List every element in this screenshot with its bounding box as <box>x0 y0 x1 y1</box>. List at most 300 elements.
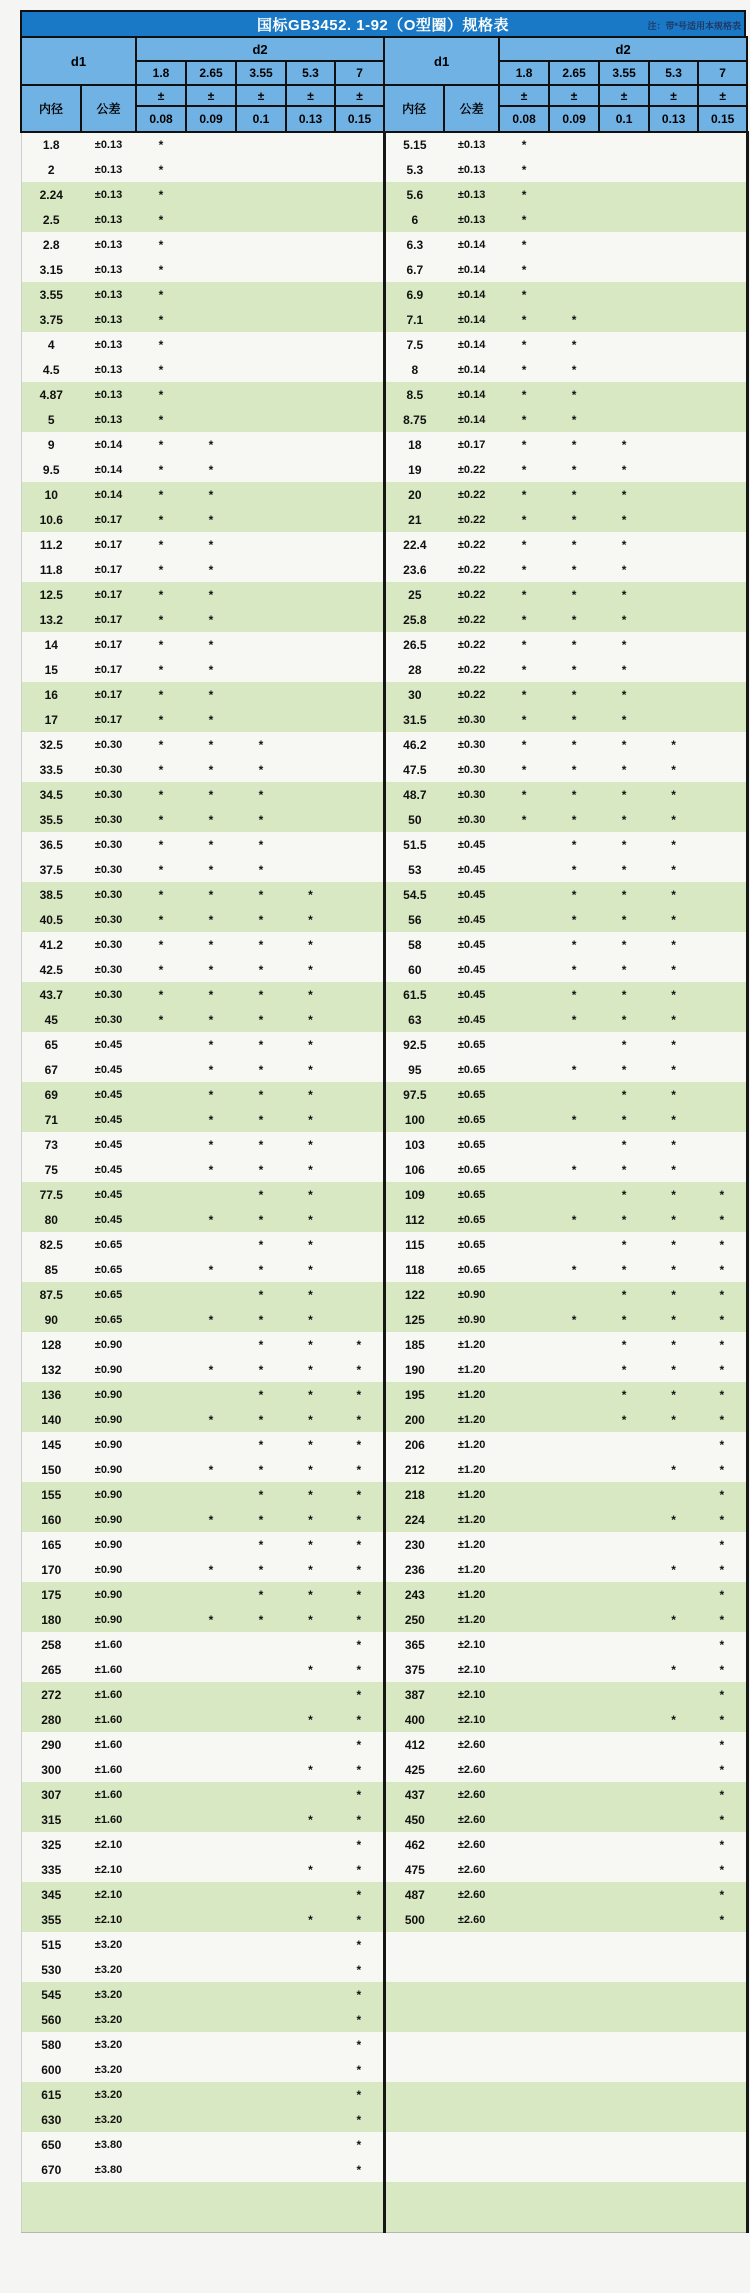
star-cell <box>186 1882 236 1907</box>
star-cell: * <box>698 1757 747 1782</box>
star-cell: * <box>549 932 599 957</box>
star-cell <box>549 1332 599 1357</box>
star-cell: * <box>286 1182 335 1207</box>
star-cell <box>599 1532 649 1557</box>
star-cell: * <box>599 807 649 832</box>
tolerance-cell: ±0.65 <box>444 1257 499 1282</box>
inner-diameter-cell: 63 <box>384 1007 444 1032</box>
star-cell: * <box>186 1557 236 1582</box>
star-cell: * <box>286 1057 335 1082</box>
star-cell <box>698 2132 747 2157</box>
star-cell <box>186 2057 236 2082</box>
star-cell: * <box>186 932 236 957</box>
inner-diameter-cell: 365 <box>384 1632 444 1657</box>
d2-tolerance-header: 0.15 <box>698 106 747 132</box>
inner-diameter-cell: 132 <box>21 1357 81 1382</box>
tolerance-cell: ±0.13 <box>81 207 136 232</box>
star-cell <box>599 2032 649 2057</box>
star-cell <box>136 2207 186 2232</box>
star-cell <box>499 1807 549 1832</box>
star-cell: * <box>549 1007 599 1032</box>
star-cell <box>286 632 335 657</box>
star-cell: * <box>599 982 649 1007</box>
d2-size-header: 1.8 <box>499 61 549 85</box>
star-cell <box>236 1807 286 1832</box>
star-cell: * <box>136 607 186 632</box>
star-cell: * <box>236 1157 286 1182</box>
pm-header: ± <box>698 85 747 106</box>
star-cell: * <box>236 1407 286 1432</box>
star-cell <box>286 2007 335 2032</box>
star-cell: * <box>599 1257 649 1282</box>
star-cell <box>499 1932 549 1957</box>
star-cell <box>236 557 286 582</box>
star-cell <box>186 182 236 207</box>
star-cell: * <box>649 1607 698 1632</box>
oring-spec-table <box>20 36 749 2233</box>
table-row <box>21 2007 747 2032</box>
star-cell <box>698 707 747 732</box>
star-cell: * <box>649 1407 698 1432</box>
star-cell <box>599 382 649 407</box>
star-cell <box>698 307 747 332</box>
inner-diameter-cell: 2.5 <box>21 207 81 232</box>
inner-diameter-cell: 97.5 <box>384 1082 444 1107</box>
table-row <box>21 1157 747 1182</box>
star-cell <box>499 1207 549 1232</box>
star-cell <box>599 1932 649 1957</box>
star-cell <box>335 482 384 507</box>
star-cell <box>286 432 335 457</box>
star-cell: * <box>649 982 698 1007</box>
tolerance-cell: ±2.60 <box>444 1807 499 1832</box>
star-cell <box>549 1957 599 1982</box>
star-cell: * <box>599 557 649 582</box>
star-cell <box>549 1432 599 1457</box>
star-cell <box>698 607 747 632</box>
star-cell: * <box>649 1307 698 1332</box>
star-cell: * <box>599 1232 649 1257</box>
star-cell <box>136 1657 186 1682</box>
star-cell: * <box>335 1782 384 1807</box>
star-cell: * <box>499 257 549 282</box>
star-cell <box>186 382 236 407</box>
tolerance-cell: ±0.13 <box>81 407 136 432</box>
inner-diameter-cell: 85 <box>21 1257 81 1282</box>
inner-diameter-cell: 48.7 <box>384 782 444 807</box>
tolerance-cell: ±0.65 <box>444 1032 499 1057</box>
star-cell <box>186 1182 236 1207</box>
star-cell <box>698 407 747 432</box>
star-cell <box>549 1032 599 1057</box>
inner-diameter-cell: 25.8 <box>384 607 444 632</box>
star-cell <box>236 1857 286 1882</box>
star-cell: * <box>499 382 549 407</box>
tolerance-cell: ±1.20 <box>444 1607 499 1632</box>
tolerance-cell: ±0.13 <box>81 282 136 307</box>
star-cell: * <box>549 732 599 757</box>
star-cell: * <box>186 632 236 657</box>
star-cell <box>549 1382 599 1407</box>
star-cell <box>335 582 384 607</box>
tolerance-cell: ±0.13 <box>81 357 136 382</box>
star-cell: * <box>286 1807 335 1832</box>
star-cell <box>335 907 384 932</box>
star-cell <box>186 1657 236 1682</box>
d2-tolerance-header: 0.1 <box>236 106 286 132</box>
star-cell: * <box>599 1057 649 1082</box>
star-cell <box>649 1907 698 1932</box>
star-cell: * <box>499 782 549 807</box>
star-cell: * <box>599 1332 649 1357</box>
star-cell <box>335 157 384 182</box>
star-cell <box>286 1782 335 1807</box>
star-cell <box>286 732 335 757</box>
tolerance-cell: ±2.10 <box>444 1707 499 1732</box>
star-cell <box>649 1532 698 1557</box>
inner-diameter-cell: 67 <box>21 1057 81 1082</box>
star-cell: * <box>186 1407 236 1432</box>
star-cell: * <box>335 1682 384 1707</box>
table-row <box>21 1332 747 1357</box>
tolerance-cell: ±0.17 <box>81 557 136 582</box>
star-cell <box>698 332 747 357</box>
star-cell: * <box>136 782 186 807</box>
tolerance-cell: ±0.30 <box>444 782 499 807</box>
inner-diameter-cell: 290 <box>21 1732 81 1757</box>
star-cell <box>499 2082 549 2107</box>
tolerance-cell: ±0.90 <box>81 1457 136 1482</box>
star-cell <box>599 1482 649 1507</box>
star-cell <box>136 1782 186 1807</box>
star-cell <box>649 1582 698 1607</box>
table-row <box>21 1357 747 1382</box>
star-cell <box>599 1782 649 1807</box>
star-cell: * <box>599 1132 649 1157</box>
star-cell: * <box>649 1107 698 1132</box>
star-cell: * <box>286 1907 335 1932</box>
star-cell <box>549 1907 599 1932</box>
star-cell: * <box>335 1357 384 1382</box>
star-cell <box>698 557 747 582</box>
star-cell: * <box>549 1307 599 1332</box>
star-cell: * <box>136 957 186 982</box>
star-cell <box>236 2082 286 2107</box>
pm-header: ± <box>599 85 649 106</box>
star-cell <box>698 1057 747 1082</box>
star-cell: * <box>136 282 186 307</box>
star-cell <box>335 882 384 907</box>
inner-diameter-cell: 92.5 <box>384 1032 444 1057</box>
star-cell <box>698 957 747 982</box>
table-row <box>21 1382 747 1407</box>
tolerance-cell: ±0.45 <box>444 882 499 907</box>
star-cell: * <box>599 1107 649 1132</box>
tolerance-cell: ±1.60 <box>81 1682 136 1707</box>
star-cell <box>499 982 549 1007</box>
star-cell <box>649 232 698 257</box>
star-cell <box>549 1082 599 1107</box>
star-cell <box>599 1732 649 1757</box>
star-cell: * <box>698 1207 747 1232</box>
star-cell <box>286 607 335 632</box>
star-cell: * <box>599 432 649 457</box>
table-row <box>21 1832 747 1857</box>
star-cell <box>136 2057 186 2082</box>
star-cell <box>286 282 335 307</box>
star-cell <box>236 582 286 607</box>
star-cell <box>186 1332 236 1357</box>
star-cell: * <box>335 2007 384 2032</box>
tolerance-cell: ±0.90 <box>81 1407 136 1432</box>
star-cell: * <box>335 1957 384 1982</box>
inner-diameter-cell: 425 <box>384 1757 444 1782</box>
tolerance-cell: ±0.13 <box>444 132 499 157</box>
star-cell: * <box>649 1157 698 1182</box>
star-cell: * <box>186 982 236 1007</box>
star-cell: * <box>599 707 649 732</box>
tolerance-cell: ±1.20 <box>444 1332 499 1357</box>
star-cell: * <box>286 1557 335 1582</box>
star-cell <box>286 1882 335 1907</box>
tolerance-cell: ±2.10 <box>444 1657 499 1682</box>
inner-diameter-cell: 26.5 <box>384 632 444 657</box>
star-cell: * <box>549 332 599 357</box>
star-cell: * <box>236 1382 286 1407</box>
star-cell <box>549 2057 599 2082</box>
star-cell: * <box>186 707 236 732</box>
tolerance-cell: ±0.30 <box>444 807 499 832</box>
tolerance-cell: ±0.22 <box>444 582 499 607</box>
tolerance-cell: ±0.45 <box>81 1032 136 1057</box>
star-cell <box>236 1757 286 1782</box>
star-cell: * <box>499 557 549 582</box>
inner-diameter-cell: 375 <box>384 1657 444 1682</box>
star-cell <box>499 1507 549 1532</box>
star-cell <box>599 2207 649 2232</box>
star-cell: * <box>286 1107 335 1132</box>
star-cell: * <box>236 1207 286 1232</box>
inner-diameter-cell: 8.5 <box>384 382 444 407</box>
tolerance-cell: ±0.14 <box>81 432 136 457</box>
tolerance-cell: ±0.30 <box>81 957 136 982</box>
tolerance-cell: ±3.20 <box>81 1932 136 1957</box>
inner-diameter-cell: 500 <box>384 1907 444 1932</box>
star-cell <box>549 1482 599 1507</box>
star-cell <box>499 1357 549 1382</box>
table-row <box>21 2157 747 2182</box>
star-cell <box>549 2107 599 2132</box>
star-cell <box>698 1107 747 1132</box>
inner-diameter-cell: 34.5 <box>21 782 81 807</box>
star-cell <box>335 657 384 682</box>
tolerance-cell: ±2.60 <box>444 1857 499 1882</box>
inner-diameter-cell: 307 <box>21 1782 81 1807</box>
star-cell <box>136 1132 186 1157</box>
star-cell <box>286 382 335 407</box>
star-cell <box>286 2057 335 2082</box>
star-cell <box>136 2007 186 2032</box>
inner-diameter-cell: 77.5 <box>21 1182 81 1207</box>
table-row <box>21 1807 747 1832</box>
star-cell: * <box>286 1607 335 1632</box>
inner-diameter-cell: 387 <box>384 1682 444 1707</box>
inner-diameter-cell: 487 <box>384 1882 444 1907</box>
star-cell <box>649 157 698 182</box>
star-cell <box>186 1957 236 1982</box>
tolerance-cell: ±0.13 <box>81 132 136 157</box>
star-cell <box>698 2032 747 2057</box>
star-cell <box>649 557 698 582</box>
star-cell <box>599 2107 649 2132</box>
table-row <box>21 907 747 932</box>
star-cell <box>599 1957 649 1982</box>
table-row <box>21 2057 747 2082</box>
star-cell: * <box>186 507 236 532</box>
star-cell <box>499 2057 549 2082</box>
star-cell <box>186 132 236 157</box>
tolerance-cell: ±0.65 <box>81 1257 136 1282</box>
inner-diameter-cell: 6 <box>384 207 444 232</box>
tolerance-cell: ±0.17 <box>81 707 136 732</box>
star-cell <box>236 1732 286 1757</box>
star-cell <box>599 1832 649 1857</box>
table-row <box>21 1957 747 1982</box>
star-cell <box>236 2057 286 2082</box>
star-cell <box>136 1232 186 1257</box>
star-cell: * <box>599 1157 649 1182</box>
inner-diameter-cell: 80 <box>21 1207 81 1232</box>
star-cell: * <box>549 832 599 857</box>
inner-diameter-cell <box>384 1982 444 2007</box>
star-cell: * <box>499 507 549 532</box>
star-cell: * <box>599 1032 649 1057</box>
star-cell <box>698 532 747 557</box>
star-cell: * <box>335 1607 384 1632</box>
star-cell: * <box>286 1757 335 1782</box>
star-cell <box>335 1207 384 1232</box>
star-cell: * <box>136 132 186 157</box>
star-cell <box>186 282 236 307</box>
star-cell <box>136 1632 186 1657</box>
star-cell <box>499 1382 549 1407</box>
star-cell: * <box>549 1207 599 1232</box>
tolerance-cell: ±3.20 <box>81 2082 136 2107</box>
star-cell <box>698 807 747 832</box>
star-cell <box>649 482 698 507</box>
star-cell: * <box>286 1332 335 1357</box>
star-cell <box>599 282 649 307</box>
star-cell <box>499 932 549 957</box>
star-cell <box>286 1732 335 1757</box>
tolerance-cell: ±2.10 <box>444 1632 499 1657</box>
star-cell <box>649 1882 698 1907</box>
inner-diameter-cell: 6.9 <box>384 282 444 307</box>
tolerance-cell: ±1.20 <box>444 1582 499 1607</box>
inner-diameter-cell: 11.8 <box>21 557 81 582</box>
star-cell <box>599 407 649 432</box>
inner-diameter-cell: 345 <box>21 1882 81 1907</box>
star-cell <box>236 632 286 657</box>
star-cell <box>649 182 698 207</box>
star-cell <box>599 182 649 207</box>
star-cell <box>236 1632 286 1657</box>
star-cell: * <box>335 1882 384 1907</box>
star-cell: * <box>186 532 236 557</box>
inner-diameter-cell: 212 <box>384 1457 444 1482</box>
inner-diameter-cell: 236 <box>384 1557 444 1582</box>
star-cell: * <box>335 1732 384 1757</box>
star-cell: * <box>649 907 698 932</box>
inner-diameter-cell: 5.15 <box>384 132 444 157</box>
inner-diameter-cell: 670 <box>21 2157 81 2182</box>
star-cell <box>549 1982 599 2007</box>
table-row <box>21 1107 747 1132</box>
star-cell <box>136 1907 186 1932</box>
star-cell <box>499 1157 549 1182</box>
star-cell <box>499 2157 549 2182</box>
star-cell: * <box>286 1157 335 1182</box>
star-cell: * <box>499 607 549 632</box>
star-cell: * <box>136 882 186 907</box>
inner-diameter-cell: 136 <box>21 1382 81 1407</box>
star-cell: * <box>549 482 599 507</box>
inner-diameter-cell: 112 <box>384 1207 444 1232</box>
star-cell: * <box>335 1582 384 1607</box>
star-cell <box>286 2132 335 2157</box>
star-cell: * <box>649 1232 698 1257</box>
tolerance-cell: ±0.45 <box>81 1082 136 1107</box>
star-cell <box>286 307 335 332</box>
star-cell <box>186 2107 236 2132</box>
star-cell: * <box>136 507 186 532</box>
table-row <box>21 2132 747 2157</box>
star-cell: * <box>236 1082 286 1107</box>
star-cell: * <box>335 1557 384 1582</box>
star-cell <box>286 807 335 832</box>
inner-diameter-cell: 6.3 <box>384 232 444 257</box>
tolerance-cell: ±0.17 <box>81 657 136 682</box>
tolerance-cell: ±3.20 <box>81 1957 136 1982</box>
inner-diameter-cell: 90 <box>21 1307 81 1332</box>
tolerance-cell: ±0.14 <box>444 357 499 382</box>
star-cell <box>698 2007 747 2032</box>
star-cell <box>599 2057 649 2082</box>
star-cell: * <box>286 1232 335 1257</box>
star-cell <box>286 832 335 857</box>
star-cell <box>549 1407 599 1432</box>
star-cell <box>335 2182 384 2207</box>
tolerance-cell: ±0.65 <box>444 1207 499 1232</box>
inner-diameter-cell: 13.2 <box>21 607 81 632</box>
star-cell <box>549 257 599 282</box>
star-cell <box>136 1307 186 1332</box>
inner-diameter-cell: 140 <box>21 1407 81 1432</box>
star-cell: * <box>599 1307 649 1332</box>
star-cell: * <box>499 407 549 432</box>
star-cell: * <box>236 757 286 782</box>
star-cell <box>698 132 747 157</box>
star-cell <box>236 257 286 282</box>
star-cell <box>236 1932 286 1957</box>
tolerance-cell: ±3.20 <box>81 2057 136 2082</box>
star-cell <box>136 1482 186 1507</box>
inner-diameter-cell: 43.7 <box>21 982 81 1007</box>
star-cell <box>549 157 599 182</box>
star-cell: * <box>186 907 236 932</box>
star-cell <box>698 282 747 307</box>
table-row <box>21 1607 747 1632</box>
